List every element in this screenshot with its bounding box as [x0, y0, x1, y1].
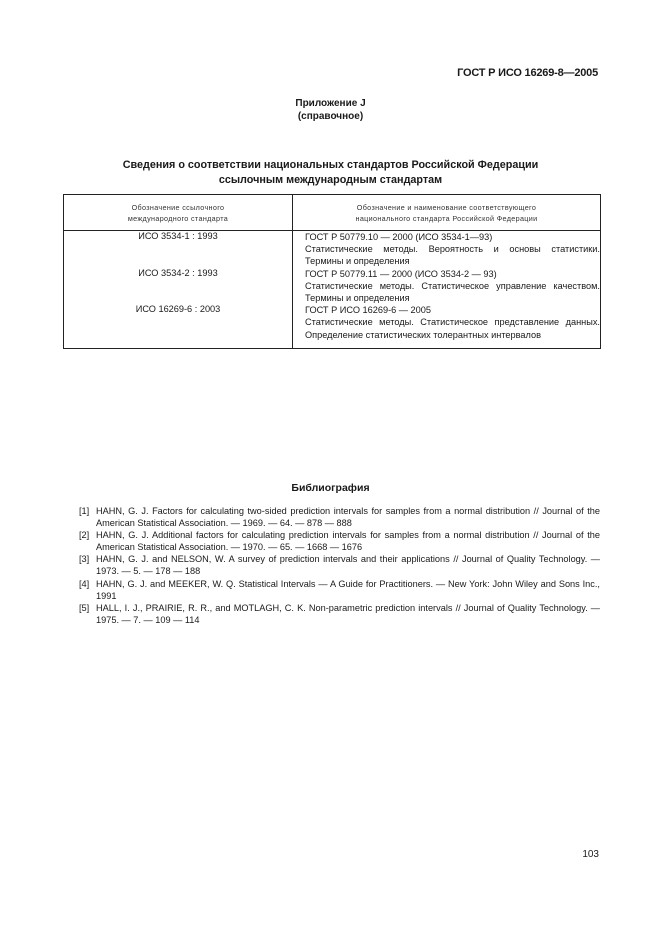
- bibliography-item: [79, 505, 600, 529]
- national-standard-designation: ГОСТ Р ИСО 16269-6 — 2005: [305, 305, 431, 316]
- bibliography-list: [79, 505, 600, 626]
- column-header-national-line-1: Обозначение и наименование соответствующего: [356, 202, 537, 212]
- national-standard-name: Статистические методы. Вероятность и основы статистики. Термины и определения: [305, 244, 600, 267]
- national-standard-name: Статистические методы. Статистическое представление данных. Определение статистических толерантных интервалов: [305, 317, 600, 340]
- column-header-national: [293, 195, 601, 231]
- page-number: 103: [582, 849, 599, 860]
- table-title-line-2: ссылочным международным стандартам: [218, 173, 443, 186]
- international-standard-cell: ИСО 3534-1 : 1993: [64, 231, 293, 268]
- international-standard-cell: ИСО 16269-6 : 2003: [64, 304, 293, 349]
- bibliography-item: [79, 553, 600, 577]
- bibliography-item-number: [1]: [79, 506, 90, 516]
- bibliography-item-number: [4]: [79, 578, 90, 589]
- bibliography-item-text: HAHN, G. J. Factors for calculating two-sided prediction intervals for samples from a normal distribution // Journal of the American Statistical Association. — 1969. — 64. — 878 — 888: [96, 506, 600, 529]
- bibliography-item-text: HAHN, G. J. Additional factors for calculating prediction intervals for samples from a normal distribution // Journal of the American Statistical Association. — 1970. — 65. — 1668 — 1676: [96, 530, 600, 553]
- table-row: [64, 304, 601, 349]
- bibliography-item-text: HALL, I. J., PRAIRIE, R. R., and MOTLAGH, C. K. Non-parametric prediction intervals // Journal of Quality Technology. — 1975. — 7. — 109 — 114: [96, 602, 600, 625]
- appendix-heading: [0, 98, 661, 123]
- bibliography-item-number: [5]: [79, 602, 90, 613]
- bibliography-item: [79, 578, 600, 602]
- international-standard-cell: ИСО 3534-2 : 1993: [64, 268, 293, 305]
- bibliography-item-text: HAHN, G. J. and NELSON, W. A survey of prediction intervals and their applications // Journal of Quality Technology. — 1973. — 5. — 178 — 188: [96, 554, 600, 577]
- table-title-line-1: Сведения о соответствии национальных стандартов Российской Федерации: [122, 159, 539, 171]
- bibliography-title: Библиография: [291, 482, 370, 494]
- document-standard-header: ГОСТ Р ИСО 16269-8—2005: [457, 67, 598, 79]
- table-row: [64, 268, 601, 305]
- column-header-international-line-1: Обозначение ссылочного: [131, 202, 225, 212]
- table-header-row: [64, 195, 601, 231]
- national-standard-name: Статистические методы. Статистическое управление качеством. Термины и определения: [305, 280, 600, 304]
- bibliography-item-number: [2]: [79, 530, 90, 541]
- national-standard-designation: ГОСТ Р 50779.10 — 2000 (ИСО 3534-1—93): [305, 232, 493, 242]
- column-header-international: [64, 195, 293, 231]
- bibliography-item-number: [3]: [79, 554, 90, 565]
- bibliography-item: [79, 529, 600, 553]
- column-header-national-line-2: национального стандарта Российской Федерации: [355, 213, 538, 223]
- national-standard-cell: [293, 304, 601, 349]
- table-row: [64, 231, 601, 268]
- column-header-international-line-2: международного стандарта: [127, 213, 229, 223]
- bibliography-item: [79, 602, 600, 626]
- table-title: [0, 158, 661, 187]
- bibliography-item-text: HAHN, G. J. and MEEKER, W. Q. Statistical Intervals — A Guide for Practitioners. — New York: John Wiley and Sons Inc., 1991: [96, 578, 600, 601]
- appendix-subtitle: (справочное): [297, 110, 364, 122]
- standards-correspondence-table: [63, 194, 601, 349]
- appendix-title: Приложение J: [295, 98, 366, 109]
- national-standard-cell: [293, 268, 601, 305]
- national-standard-designation: ГОСТ Р 50779.11 — 2000 (ИСО 3534-2 — 93): [305, 268, 497, 279]
- national-standard-cell: [293, 231, 601, 268]
